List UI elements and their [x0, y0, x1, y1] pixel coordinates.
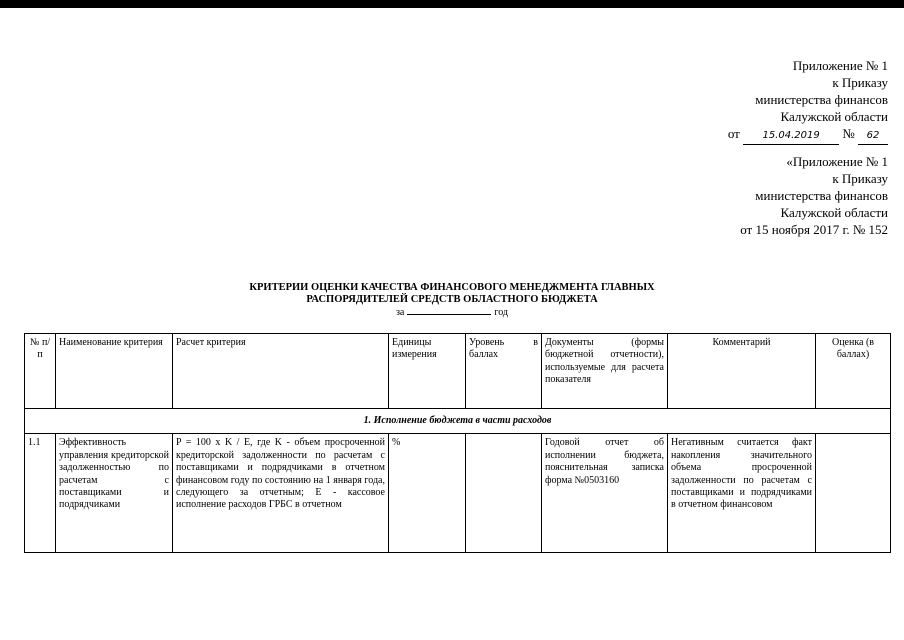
row-comment: Негативным считается факт накопления значительного объема просроченной задолженности по расчетам с поставщиками и подрядчиками в отчетном финансовом	[668, 434, 816, 553]
row-calc: P = 100 x K / E, где K - объем просроченной кредиторской задолженности по расчетам с поставщиками и подрядчиками в отчетном финансовом году по состоянию на 1 января года, следующего за отчетным; E - кассовое исполнение расходов ГРБС в отчетном	[173, 434, 389, 553]
from-label: от	[727, 126, 740, 141]
handwritten-number: 62	[858, 127, 888, 145]
for-label: за	[395, 307, 405, 318]
row-num: 1.1	[25, 434, 56, 553]
header-docs: Документы (формы бюджетной отчетности), используемые для расчета показателя	[542, 334, 668, 409]
order-line: к Приказу	[832, 75, 888, 90]
header-num: № п/п	[25, 334, 56, 409]
row-score	[816, 434, 891, 553]
header-comment: Комментарий	[668, 334, 816, 409]
appendix-line: Приложение № 1	[792, 58, 888, 73]
header-calc: Расчет критерия	[173, 334, 389, 409]
row-level	[466, 434, 542, 553]
header-level: Уровень в баллах	[466, 334, 542, 409]
appendix-line: «Приложение № 1	[786, 154, 888, 169]
appendix-header-new	[728, 57, 888, 145]
ministry-line: министерства финансов	[755, 92, 888, 107]
number-label: №	[842, 126, 855, 141]
section-row	[25, 409, 891, 434]
order-date-line: от 15 ноября 2017 г. № 152	[740, 222, 888, 237]
table-header-row	[25, 334, 891, 409]
handwritten-date: 15.04.2019	[743, 127, 839, 145]
ministry-line: министерства финансов	[755, 188, 888, 203]
row-name: Эффективность управления кредиторской задолженностью по расчетам с поставщиками и подрядчиками	[56, 434, 173, 553]
scan-top-border	[0, 0, 904, 8]
header-name: Наименование критерия	[56, 334, 173, 409]
order-line: к Приказу	[832, 171, 888, 186]
document-title-line1: КРИТЕРИИ ОЦЕНКИ КАЧЕСТВА ФИНАНСОВОГО МЕНЕДЖМЕНТА ГЛАВНЫХ	[249, 282, 655, 293]
row-units: %	[389, 434, 466, 553]
appendix-header-old	[740, 153, 888, 238]
period-line	[0, 306, 904, 319]
section-title: 1. Исполнение бюджета в части расходов	[25, 409, 891, 434]
header-units: Единицы измерения	[389, 334, 466, 409]
year-label: год	[494, 307, 509, 318]
year-blank	[407, 306, 491, 315]
table-row	[25, 434, 891, 553]
header-score: Оценка (в баллах)	[816, 334, 891, 409]
document-title-line2: РАСПОРЯДИТЕЛЕЙ СРЕДСТВ ОБЛАСТНОГО БЮДЖЕТА	[306, 294, 598, 305]
order-date-line	[728, 125, 888, 145]
criteria-table	[24, 333, 891, 553]
row-docs: Годовой отчет об исполнении бюджета, пояснительная записка форма №0503160	[542, 434, 668, 553]
region-line: Калужской области	[780, 109, 888, 124]
region-line: Калужской области	[780, 205, 888, 220]
